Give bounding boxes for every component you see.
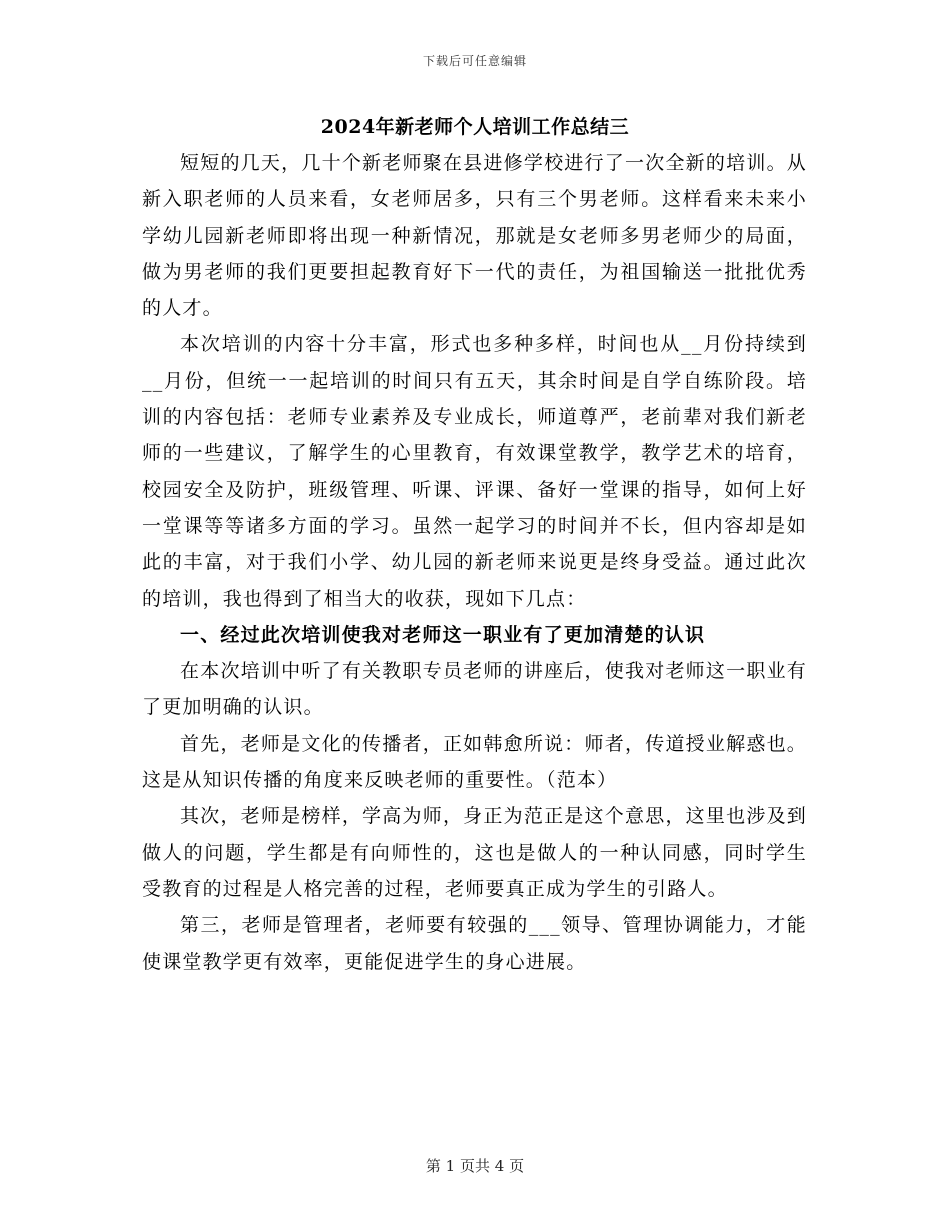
- page-header-note: 下载后可任意编辑: [422, 54, 527, 68]
- paragraph-first: 首先，老师是文化的传播者，正如韩愈所说：师者，传道授业解惑也。这是从知识传播的角度来反映老师的重要性。（范本）: [142, 732, 807, 792]
- paragraph-lecture: 在本次培训中听了有关教职专员老师的讲座后，使我对老师这一职业有了更加明确的认识。: [142, 660, 807, 719]
- paragraph-intro: 短短的几天，几十个新老师聚在县进修学校进行了一次全新的培训。从新入职老师的人员来看，女老师居多，只有三个男老师。这样看来未来小学幼儿园新老师即将出现一种新情况，那就是女老师多男老师少的局面，做为男老师的我们更要担起教育好下一代的责任，为祖国输送一批批优秀的人才。: [142, 152, 807, 320]
- document-title: 2024年新老师个人培训工作总结三: [320, 116, 630, 138]
- document-body: [142, 145, 807, 980]
- page-number-footer: 第 1 页共 4 页: [425, 1157, 525, 1175]
- paragraph-training-content: 本次培训的内容十分丰富，形式也多种多样，时间也从__月份持续到__月份，但统一一起培训的时间只有五天，其余时间是自学自练阶段。培训的内容包括：老师专业素养及专业成长，师道尊严，老前辈对我们新老师的一些建议，了解学生的心里教育，有效课堂教学，教学艺术的培育，校园安全及防护，班级管理、听课、评课、备好一堂课的指导，如何上好一堂课等等诸多方面的学习。虽然一起学习的时间并不长，但内容却是如此的丰富，对于我们小学、幼儿园的新老师来说更是终身受益。通过此次的培训，我也得到了相当大的收获，现如下几点：: [142, 333, 807, 610]
- paragraph-third: 第三，老师是管理者，老师要有较强的___领导、管理协调能力，才能使课堂教学更有效率，更能促进学生的身心进展。: [142, 914, 807, 973]
- paragraph-second: 其次，老师是榜样，学高为师，身正为范正是这个意思，这里也涉及到做人的问题，学生都是有向师性的，这也是做人的一种认同感，同时学生受教育的过程是人格完善的过程，老师要真正成为学生的引路人。: [142, 805, 807, 900]
- section-heading-1: 一、经过此次培训使我对老师这一职业有了更加清楚的认识: [180, 623, 706, 646]
